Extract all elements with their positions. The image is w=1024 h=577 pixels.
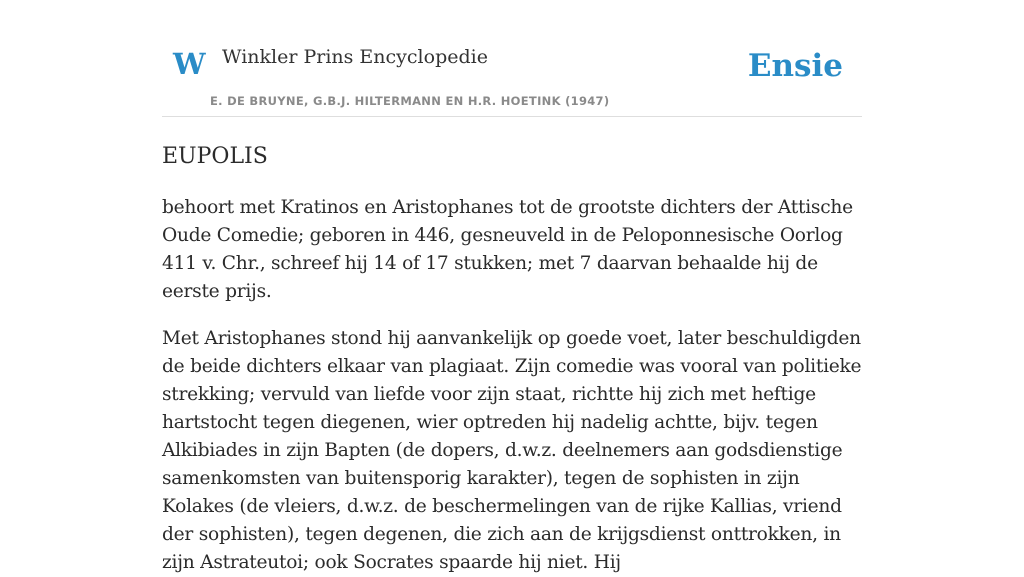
article-paragraph: behoort met Kratinos en Aristophanes tot de grootste dichters der Attische Oude Comedie; geboren in 446, gesneuveld in de Peloponnesische Oorlog 411 v. Chr., schreef hij 14 of 17 stukken; met 7 daarvan behaalde hij de eerste prijs. [162,197,853,302]
page-title: EUPOLIS [162,144,268,169]
article-paragraph: Met Aristophanes stond hij aanvankelijk op goede voet, later beschuldigden de beide dichters elkaar van plagiaat. Zijn comedie was vooral van politieke strekking; vervuld van liefde voor zijn staat, richtte hij zich met heftige hartstocht tegen diegenen, wier optreden hij nadelig achtte, bijv. tegen Alkibiades in zijn Bapten (de dopers, d.w.z. deelnemers aan godsdienstige samenkomsten van buitensporig karakter), tegen de sophisten in zijn Kolakes (de vleiers, d.w.z. de beschermelingen van de rijke Kallias, vriend der sophisten), tegen degenen, die zich aan de krijgsdienst onttrokken, in zijn Astrateutoi; ook Socrates spaarde hij niet. Hij [162,328,862,573]
brand-logo-link[interactable]: Ensie [747,48,843,84]
page-content [162,0,862,577]
site-title[interactable]: Winkler Prins Encyclopedie [222,46,488,68]
logo-icon[interactable]: W [173,47,206,81]
site-header [162,0,862,117]
site-authors: E. DE BRUYNE, G.B.J. HILTERMANN EN H.R. HOETINK (1947) [210,94,610,108]
